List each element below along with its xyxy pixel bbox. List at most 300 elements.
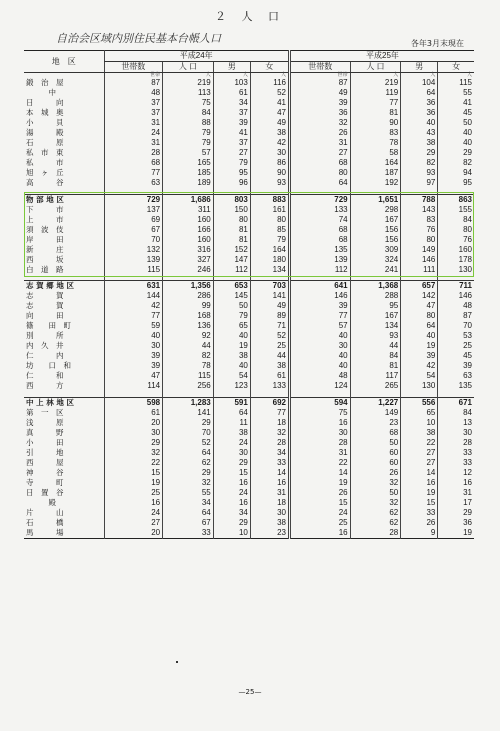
table-row <box>24 301 474 311</box>
unit-label: 人 <box>163 73 214 79</box>
value-cell: 23 <box>250 528 289 539</box>
value-cell: 79 <box>250 235 289 245</box>
value-cell: 84 <box>438 408 474 418</box>
value-cell: 40 <box>401 118 438 128</box>
value-cell: 68 <box>104 158 163 168</box>
value-cell: 39 <box>289 301 350 311</box>
value-cell: 16 <box>401 478 438 488</box>
area-name: 西 方 <box>26 381 64 390</box>
value-cell: 53 <box>438 331 474 341</box>
value-cell: 10 <box>213 528 250 539</box>
households-header: 世帯数 <box>289 62 350 73</box>
table-row <box>24 245 474 255</box>
value-cell: 141 <box>163 408 214 418</box>
value-cell: 185 <box>163 168 214 178</box>
table-row <box>24 225 474 235</box>
value-cell: 74 <box>289 215 350 225</box>
value-cell: 38 <box>250 518 289 528</box>
value-cell: 58 <box>350 148 401 158</box>
value-cell: 48 <box>289 371 350 381</box>
value-cell: 55 <box>163 488 214 498</box>
value-cell: 316 <box>163 245 214 255</box>
value-cell: 286 <box>163 291 214 301</box>
value-cell: 49 <box>250 301 289 311</box>
value-cell: 143 <box>401 205 438 215</box>
area-name: 私 市 東 <box>26 148 64 157</box>
value-cell: 150 <box>213 205 250 215</box>
households-header: 世帯数 <box>104 62 163 73</box>
value-cell: 68 <box>289 158 350 168</box>
value-cell: 29 <box>213 518 250 528</box>
value-cell: 32 <box>350 498 401 508</box>
value-cell: 16 <box>289 418 350 428</box>
table-row <box>24 235 474 245</box>
table-row <box>24 108 474 118</box>
value-cell: 147 <box>213 255 250 265</box>
value-cell: 167 <box>350 311 401 321</box>
value-cell: 134 <box>350 321 401 331</box>
value-cell: 76 <box>401 225 438 235</box>
value-cell: 113 <box>163 88 214 98</box>
area-name: 別 所 <box>26 331 64 340</box>
value-cell: 86 <box>250 158 289 168</box>
area-name: 日 向 <box>26 98 64 107</box>
value-cell: 14 <box>250 468 289 478</box>
value-cell: 34 <box>213 98 250 108</box>
population-header: 人 口 <box>163 62 214 73</box>
area-name: 内 久 井 <box>26 341 64 350</box>
value-cell: 27 <box>401 448 438 458</box>
value-cell: 38 <box>213 428 250 438</box>
value-cell: 25 <box>250 341 289 351</box>
area-name: 日 置 谷 <box>26 487 64 497</box>
value-cell: 591 <box>213 397 250 408</box>
value-cell: 29 <box>104 438 163 448</box>
table-row <box>24 138 474 148</box>
table-row <box>24 265 474 275</box>
value-cell: 139 <box>289 255 350 265</box>
value-cell: 135 <box>289 245 350 255</box>
value-cell: 47 <box>250 108 289 118</box>
value-cell: 30 <box>289 428 350 438</box>
value-cell: 309 <box>350 245 401 255</box>
value-cell: 130 <box>438 265 474 275</box>
area-name: 志 賀 郷 地 区 <box>24 281 104 292</box>
value-cell: 77 <box>104 168 163 178</box>
value-cell: 30 <box>250 508 289 518</box>
value-cell: 30 <box>213 448 250 458</box>
value-cell: 39 <box>213 118 250 128</box>
unit-label: 人 <box>438 73 474 79</box>
page-number: —25— <box>238 688 262 696</box>
value-cell: 77 <box>350 98 401 108</box>
table-row <box>24 478 474 488</box>
value-cell: 89 <box>250 311 289 321</box>
value-cell: 30 <box>104 341 163 351</box>
value-cell: 863 <box>438 194 474 205</box>
value-cell: 37 <box>213 108 250 118</box>
value-cell: 33 <box>401 508 438 518</box>
table-row <box>24 178 474 188</box>
value-cell: 63 <box>438 371 474 381</box>
value-cell: 78 <box>163 361 214 371</box>
value-cell: 71 <box>250 321 289 331</box>
value-cell: 192 <box>350 178 401 188</box>
value-cell: 112 <box>213 265 250 275</box>
area-name: 鍛 治 屋 <box>26 78 64 87</box>
value-cell: 32 <box>163 478 214 488</box>
value-cell: 61 <box>250 371 289 381</box>
value-cell: 68 <box>350 428 401 438</box>
value-cell: 80 <box>250 215 289 225</box>
value-cell: 47 <box>104 371 163 381</box>
table-row <box>24 148 474 158</box>
value-cell: 164 <box>250 245 289 255</box>
value-cell: 594 <box>289 397 350 408</box>
value-cell: 133 <box>289 205 350 215</box>
population-table <box>24 50 474 539</box>
value-cell: 93 <box>250 178 289 188</box>
value-cell: 24 <box>104 508 163 518</box>
value-cell: 156 <box>350 225 401 235</box>
value-cell: 22 <box>289 458 350 468</box>
value-cell: 64 <box>289 178 350 188</box>
area-name: 寺 町 <box>26 477 64 487</box>
value-cell: 32 <box>250 428 289 438</box>
value-cell: 15 <box>401 498 438 508</box>
page-title: ２ 人 口 <box>215 10 285 23</box>
area-name: 白 道 路 <box>26 264 64 274</box>
value-cell: 80 <box>289 168 350 178</box>
table-row <box>24 351 474 361</box>
value-cell: 145 <box>213 291 250 301</box>
value-cell: 38 <box>250 128 289 138</box>
value-cell: 83 <box>350 128 401 138</box>
value-cell: 25 <box>104 488 163 498</box>
value-cell: 165 <box>163 158 214 168</box>
value-cell: 25 <box>438 341 474 351</box>
value-cell: 64 <box>401 321 438 331</box>
value-cell: 112 <box>289 265 350 275</box>
value-cell: 1,368 <box>350 281 401 292</box>
value-cell: 36 <box>401 98 438 108</box>
area-name: 小 田 <box>26 437 64 447</box>
value-cell: 19 <box>104 478 163 488</box>
value-cell: 67 <box>163 518 214 528</box>
area-name: 志 賀 <box>26 291 64 300</box>
value-cell: 115 <box>104 265 163 275</box>
value-cell: 81 <box>350 108 401 118</box>
value-cell: 75 <box>289 408 350 418</box>
value-cell: 729 <box>289 194 350 205</box>
value-cell: 42 <box>104 301 163 311</box>
value-cell: 324 <box>350 255 401 265</box>
value-cell: 16 <box>213 478 250 488</box>
value-cell: 64 <box>163 448 214 458</box>
value-cell: 50 <box>438 118 474 128</box>
value-cell: 39 <box>401 351 438 361</box>
value-cell: 631 <box>104 281 163 292</box>
value-cell: 146 <box>289 291 350 301</box>
value-cell: 40 <box>213 331 250 341</box>
value-cell: 27 <box>401 458 438 468</box>
value-cell: 28 <box>350 528 401 539</box>
unit-label: 人 <box>350 73 401 79</box>
value-cell: 81 <box>213 235 250 245</box>
value-cell: 132 <box>104 245 163 255</box>
area-name: 片 山 <box>26 507 64 517</box>
value-cell: 116 <box>250 78 289 88</box>
table-row <box>24 518 474 528</box>
value-cell: 80 <box>401 311 438 321</box>
value-cell: 556 <box>401 397 438 408</box>
value-cell: 96 <box>213 178 250 188</box>
area-name: 仁 内 <box>26 351 64 360</box>
value-cell: 114 <box>104 381 163 391</box>
value-cell: 18 <box>250 498 289 508</box>
unit-label: 人 <box>401 73 438 79</box>
value-cell: 142 <box>401 291 438 301</box>
value-cell: 82 <box>163 351 214 361</box>
value-cell: 641 <box>289 281 350 292</box>
value-cell: 27 <box>104 518 163 528</box>
value-cell: 34 <box>163 498 214 508</box>
value-cell: 803 <box>213 194 250 205</box>
area-name: 小 貝 <box>26 118 64 127</box>
value-cell: 9 <box>401 528 438 539</box>
area-name: 私 市 <box>26 158 64 167</box>
value-cell: 90 <box>250 168 289 178</box>
value-cell: 84 <box>350 351 401 361</box>
area-name: 旭 ヶ 丘 <box>26 168 64 177</box>
value-cell: 90 <box>350 118 401 128</box>
value-cell: 28 <box>438 438 474 448</box>
year2-header: 平成25年 <box>289 51 474 62</box>
value-cell: 18 <box>250 418 289 428</box>
table-row <box>24 428 474 438</box>
value-cell: 146 <box>401 255 438 265</box>
value-cell: 85 <box>250 225 289 235</box>
value-cell: 28 <box>289 438 350 448</box>
area-name: 高 谷 <box>26 178 64 187</box>
value-cell: 81 <box>213 225 250 235</box>
value-cell: 36 <box>438 518 474 528</box>
value-cell: 32 <box>350 478 401 488</box>
table-row <box>24 78 474 88</box>
table-body <box>24 73 474 539</box>
value-cell: 57 <box>163 148 214 158</box>
area-header: 地 区 <box>24 51 104 73</box>
value-cell: 16 <box>438 478 474 488</box>
area-name: 中 <box>26 88 56 97</box>
handwritten-note: 自治会区域内別住民基本台帳人口 <box>56 32 221 45</box>
value-cell: 38 <box>250 361 289 371</box>
table-row <box>24 158 474 168</box>
value-cell: 119 <box>350 88 401 98</box>
population-header: 人 口 <box>350 62 401 73</box>
value-cell: 83 <box>401 215 438 225</box>
value-cell: 180 <box>250 255 289 265</box>
value-cell: 38 <box>213 351 250 361</box>
value-cell: 149 <box>350 408 401 418</box>
area-name: 上 市 <box>26 214 64 224</box>
value-cell: 24 <box>213 488 250 498</box>
value-cell: 65 <box>213 321 250 331</box>
value-cell: 27 <box>213 148 250 158</box>
value-cell: 39 <box>438 361 474 371</box>
value-cell: 24 <box>289 508 350 518</box>
value-cell: 97 <box>401 178 438 188</box>
male-header: 男 <box>401 62 438 73</box>
value-cell: 156 <box>350 235 401 245</box>
value-cell: 1,283 <box>163 397 214 408</box>
value-cell: 40 <box>289 331 350 341</box>
value-cell: 29 <box>401 148 438 158</box>
value-cell: 160 <box>163 215 214 225</box>
value-cell: 39 <box>289 98 350 108</box>
table-row <box>24 508 474 518</box>
table-row <box>24 408 474 418</box>
value-cell: 40 <box>213 361 250 371</box>
value-cell: 52 <box>250 331 289 341</box>
value-cell: 30 <box>250 148 289 158</box>
value-cell: 26 <box>350 468 401 478</box>
value-cell: 49 <box>250 118 289 128</box>
value-cell: 39 <box>104 361 163 371</box>
value-cell: 41 <box>213 128 250 138</box>
value-cell: 111 <box>401 265 438 275</box>
district-total-row <box>24 194 474 205</box>
value-cell: 15 <box>289 498 350 508</box>
value-cell: 42 <box>250 138 289 148</box>
table-row <box>24 448 474 458</box>
value-cell: 70 <box>438 321 474 331</box>
value-cell: 729 <box>104 194 163 205</box>
area-name: 向 田 <box>26 311 64 320</box>
value-cell: 1,356 <box>163 281 214 292</box>
value-cell: 87 <box>438 311 474 321</box>
value-cell: 38 <box>401 428 438 438</box>
female-header: 女 <box>250 62 289 73</box>
value-cell: 36 <box>289 108 350 118</box>
value-cell: 19 <box>401 488 438 498</box>
value-cell: 136 <box>163 321 214 331</box>
value-cell: 87 <box>104 78 163 88</box>
value-cell: 30 <box>289 341 350 351</box>
value-cell: 16 <box>250 478 289 488</box>
value-cell: 42 <box>401 361 438 371</box>
area-name: 殿 <box>26 497 56 507</box>
value-cell: 189 <box>163 178 214 188</box>
value-cell: 144 <box>104 291 163 301</box>
value-cell: 598 <box>104 397 163 408</box>
value-cell: 141 <box>250 291 289 301</box>
value-cell: 166 <box>163 225 214 235</box>
value-cell: 55 <box>438 88 474 98</box>
value-cell: 62 <box>350 508 401 518</box>
table-row <box>24 128 474 138</box>
table-row <box>24 498 474 508</box>
table-row <box>24 168 474 178</box>
unit-label: 人 <box>250 73 289 79</box>
area-name: 岸 田 <box>26 234 64 244</box>
value-cell: 37 <box>104 98 163 108</box>
value-cell: 133 <box>250 381 289 391</box>
value-cell: 30 <box>438 428 474 438</box>
value-cell: 61 <box>104 408 163 418</box>
value-cell: 45 <box>438 108 474 118</box>
value-cell: 43 <box>401 128 438 138</box>
value-cell: 44 <box>250 351 289 361</box>
value-cell: 29 <box>163 418 214 428</box>
value-cell: 123 <box>213 381 250 391</box>
value-cell: 33 <box>163 528 214 539</box>
value-cell: 48 <box>104 88 163 98</box>
value-cell: 22 <box>401 438 438 448</box>
value-cell: 14 <box>401 468 438 478</box>
value-cell: 26 <box>401 518 438 528</box>
district-total-row <box>24 397 474 408</box>
value-cell: 87 <box>289 78 350 88</box>
value-cell: 64 <box>163 508 214 518</box>
area-name: 西 坂 <box>26 254 64 264</box>
unit-label: 世帯 <box>104 73 163 79</box>
value-cell: 79 <box>163 138 214 148</box>
value-cell: 32 <box>289 118 350 128</box>
value-cell: 31 <box>289 448 350 458</box>
value-cell: 54 <box>401 371 438 381</box>
value-cell: 135 <box>438 381 474 391</box>
area-name: 下 市 <box>26 204 64 214</box>
value-cell: 161 <box>250 205 289 215</box>
value-cell: 29 <box>438 148 474 158</box>
value-cell: 168 <box>163 311 214 321</box>
value-cell: 40 <box>438 138 474 148</box>
value-cell: 139 <box>104 255 163 265</box>
area-name: 新 庄 <box>26 244 64 254</box>
value-cell: 137 <box>104 205 163 215</box>
value-cell: 34 <box>250 448 289 458</box>
value-cell: 40 <box>401 331 438 341</box>
table-row <box>24 255 474 265</box>
value-cell: 48 <box>438 301 474 311</box>
value-cell: 70 <box>163 428 214 438</box>
value-cell: 146 <box>438 291 474 301</box>
value-cell: 241 <box>350 265 401 275</box>
value-cell: 39 <box>104 351 163 361</box>
table-row <box>24 311 474 321</box>
value-cell: 81 <box>350 361 401 371</box>
table-row <box>24 381 474 391</box>
value-cell: 41 <box>438 98 474 108</box>
value-cell: 23 <box>350 418 401 428</box>
value-cell: 44 <box>350 341 401 351</box>
value-cell: 57 <box>289 321 350 331</box>
value-cell: 93 <box>401 168 438 178</box>
table-row <box>24 458 474 468</box>
male-header: 男 <box>213 62 250 73</box>
value-cell: 52 <box>250 88 289 98</box>
district-total-row <box>24 281 474 292</box>
area-name: 志 賀 <box>26 301 64 310</box>
value-cell: 298 <box>350 205 401 215</box>
value-cell: 62 <box>350 518 401 528</box>
value-cell: 84 <box>438 215 474 225</box>
value-cell: 70 <box>104 235 163 245</box>
value-cell: 28 <box>250 438 289 448</box>
value-cell: 149 <box>401 245 438 255</box>
value-cell: 60 <box>350 458 401 468</box>
